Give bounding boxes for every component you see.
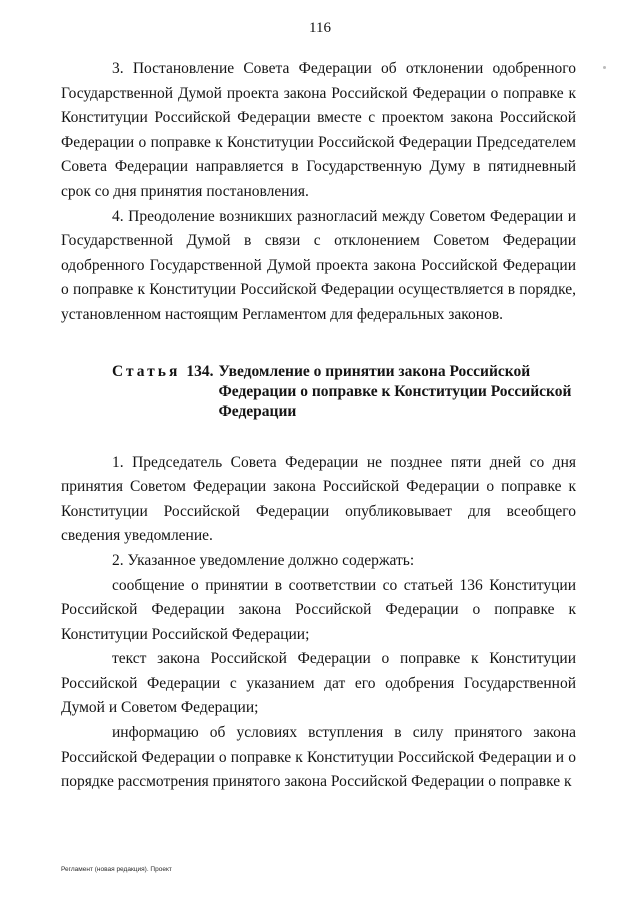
document-body (61, 57, 576, 795)
list-item-info: информацию об условиях вступления в силу принятого закона Российской Федерации о поправке к Конституции Российской Федерации и о порядке рассмотрения принятого закона Российской Федерации о поправке к (61, 724, 576, 791)
list-item-message: сообщение о принятии в соответствии со статьей 136 Конституции Российской Федерации закона Российской Федерации о поправке к Конституции Российской Федерации; (61, 576, 576, 643)
footer-note: Регламент (новая редакция). Проект (61, 866, 172, 873)
paragraph-3: 3. Постановление Совета Федерации об отклонении одобренного Государственной Думой проекта закона Российской Федерации о поправке к Конституции Российской Федерации вместе с проектом закона Российской Федерации о поправке к Конституции Российской Федерации Председателем Совета Федерации направляется в Государственную Думу в пятидневный срок со дня принятия постановления. (61, 60, 576, 200)
article-title: Уведомление о принятии закона Российской Федерации о поправке к Конституции Российской Федерации (218, 362, 572, 420)
article-word: Статья (112, 362, 181, 380)
article-label (61, 362, 218, 422)
paragraph-4: 4. Преодоление возникших разногласий между Советом Федерации и Государственной Думой в связи с отклонением Советом Федерации одобренного Государственной Думой проекта закона Российской Федерации о поправке к Конституции Российской Федерации осуществляется в порядке, установленном настоящим Регламентом для федеральных законов. (61, 207, 576, 323)
article-number: 134. (186, 362, 214, 380)
list-item-text: текст закона Российской Федерации о поправке к Конституции Российской Федерации с указанием дат его одобрения Государственной Думой и Советом Федерации; (61, 650, 576, 717)
paragraph-2: 2. Указанное уведомление должно содержать: (112, 551, 415, 569)
scan-speck (603, 66, 606, 69)
page-number: 116 (309, 20, 331, 36)
article-heading (61, 362, 576, 422)
paragraph-1: 1. Председатель Совета Федерации не позднее пяти дней со дня принятия Советом Федерации закона Российской Федерации о поправке к Конституции Российской Федерации опубликовывает для всеобщего сведения уведомление. (61, 453, 576, 545)
